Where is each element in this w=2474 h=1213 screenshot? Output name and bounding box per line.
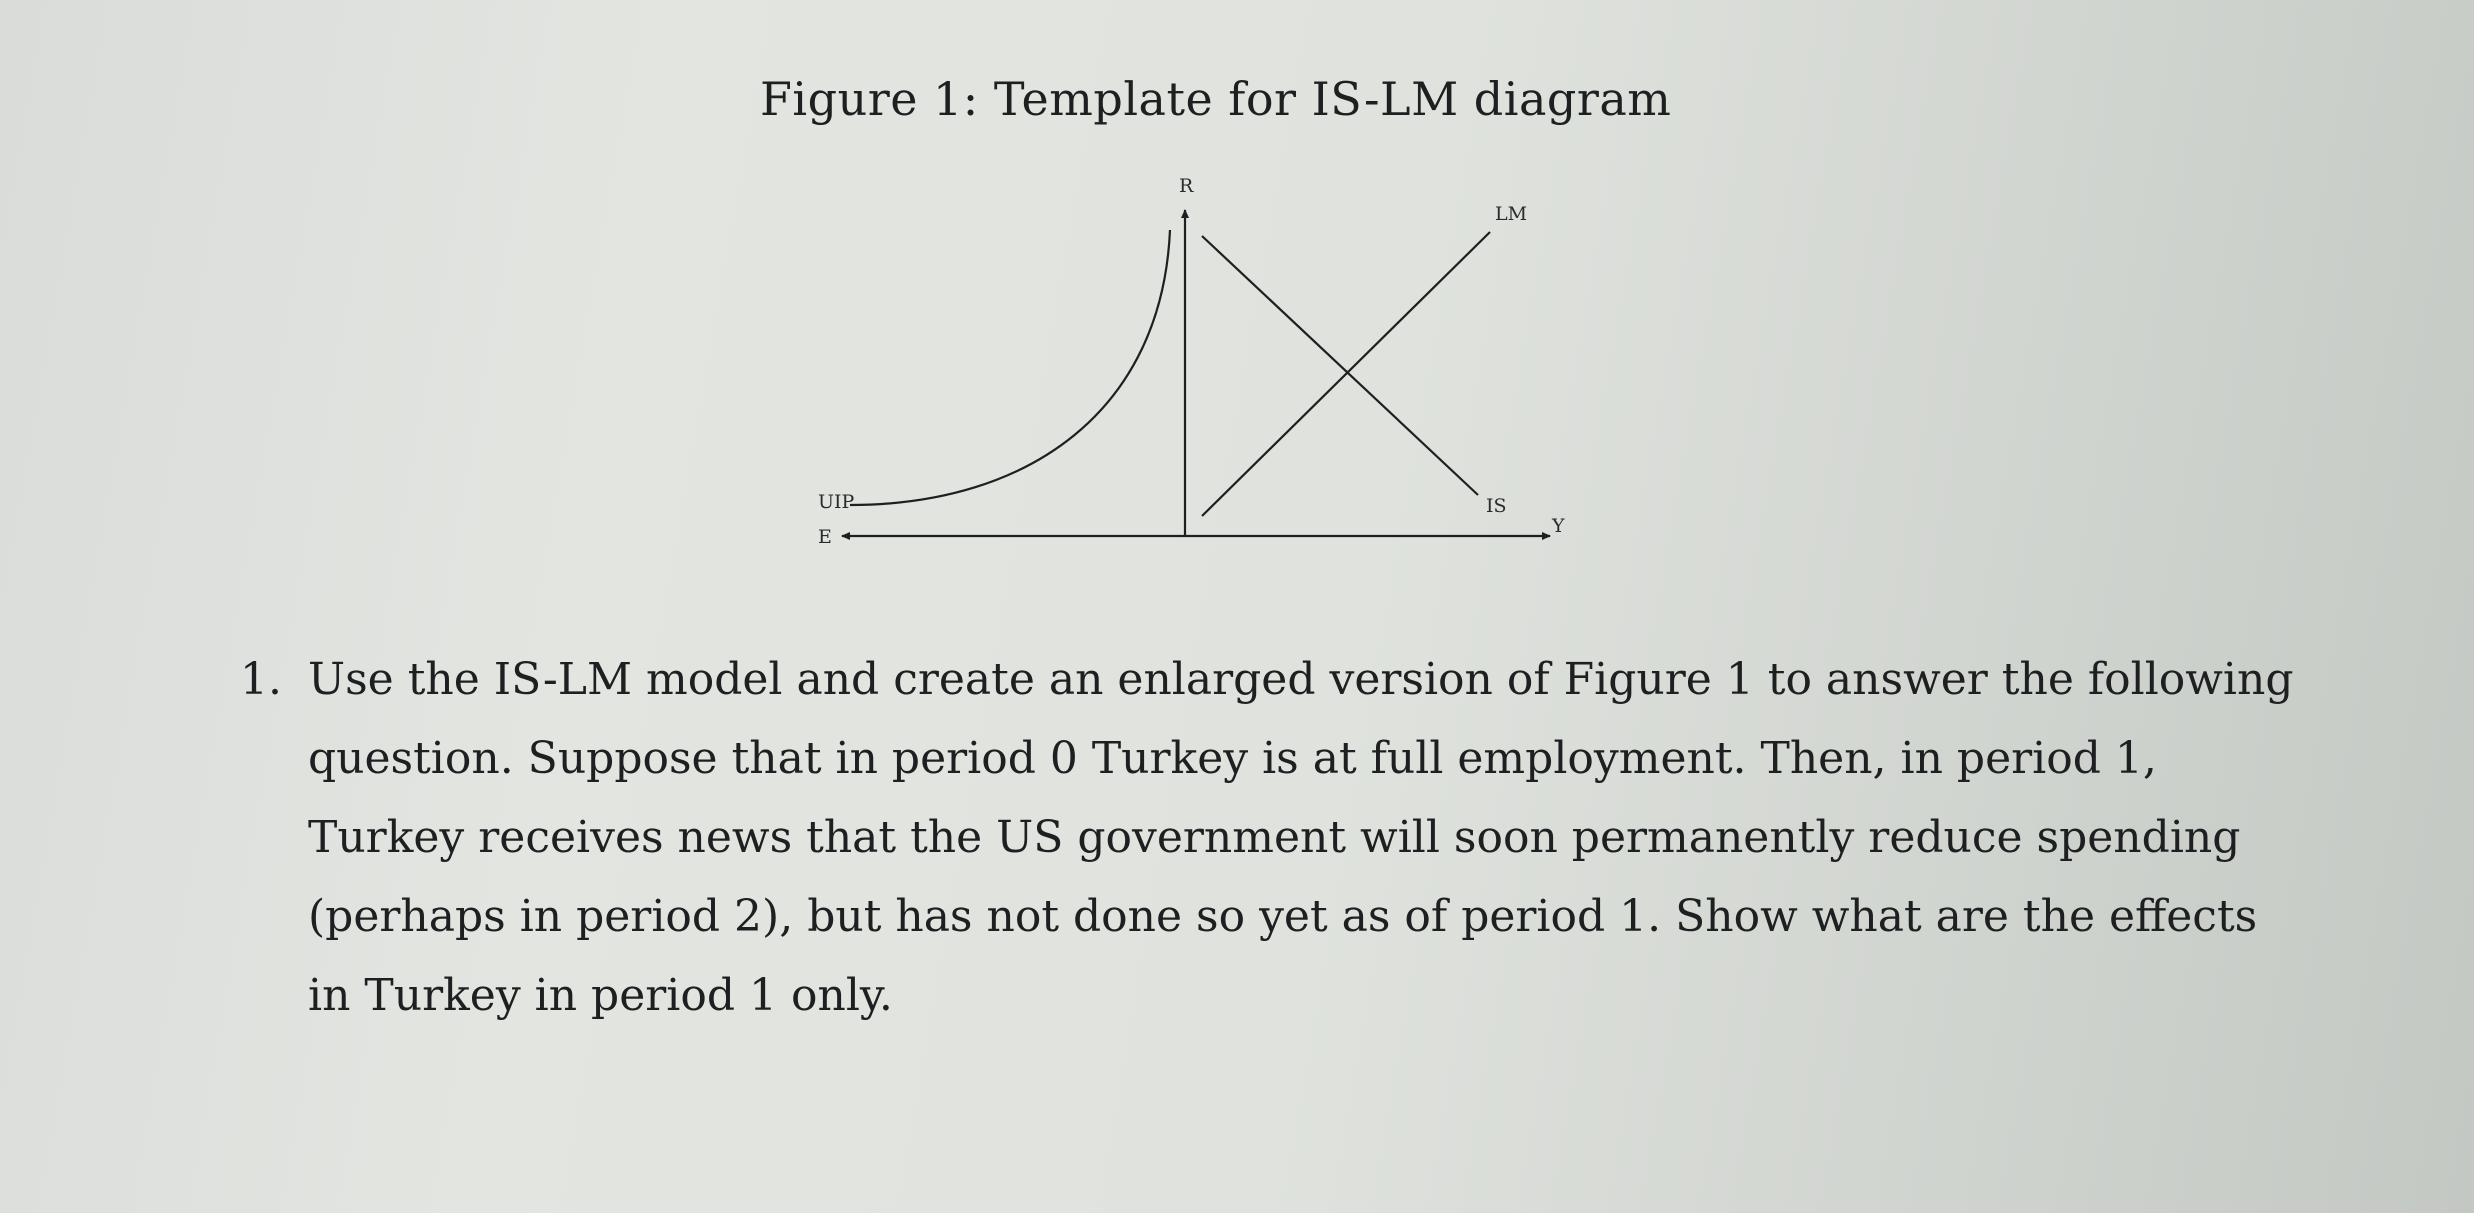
question-line: Turkey receives news that the US government will soon permanently reduce spending xyxy=(308,812,2241,863)
question-1 xyxy=(240,640,2294,1035)
uip-curve-label: UIP xyxy=(818,491,855,513)
question-number: 1. xyxy=(240,654,282,705)
question-line: in Turkey in period 1 only. xyxy=(308,970,893,1021)
is-curve-label: IS xyxy=(1486,495,1507,517)
question-line: question. Suppose that in period 0 Turkey is at full employment. Then, in period 1, xyxy=(308,733,2157,784)
uip-curve xyxy=(850,230,1170,505)
question-line: (perhaps in period 2), but has not done so yet as of period 1. Show what are the effects xyxy=(308,891,2258,942)
question-text xyxy=(308,640,2294,1035)
lm-curve xyxy=(1202,232,1490,516)
figure-caption: Figure 1: Template for IS-LM diagram xyxy=(760,72,1672,126)
e-axis-label: E xyxy=(818,526,832,548)
r-axis-label: R xyxy=(1179,175,1194,197)
question-line: Use the IS-LM model and create an enlarged version of Figure 1 to answer the following xyxy=(308,654,2294,705)
y-axis-label: Y xyxy=(1552,515,1565,537)
lm-curve-label: LM xyxy=(1495,203,1528,225)
is-lm-diagram xyxy=(800,160,1600,560)
is-curve xyxy=(1202,236,1478,495)
